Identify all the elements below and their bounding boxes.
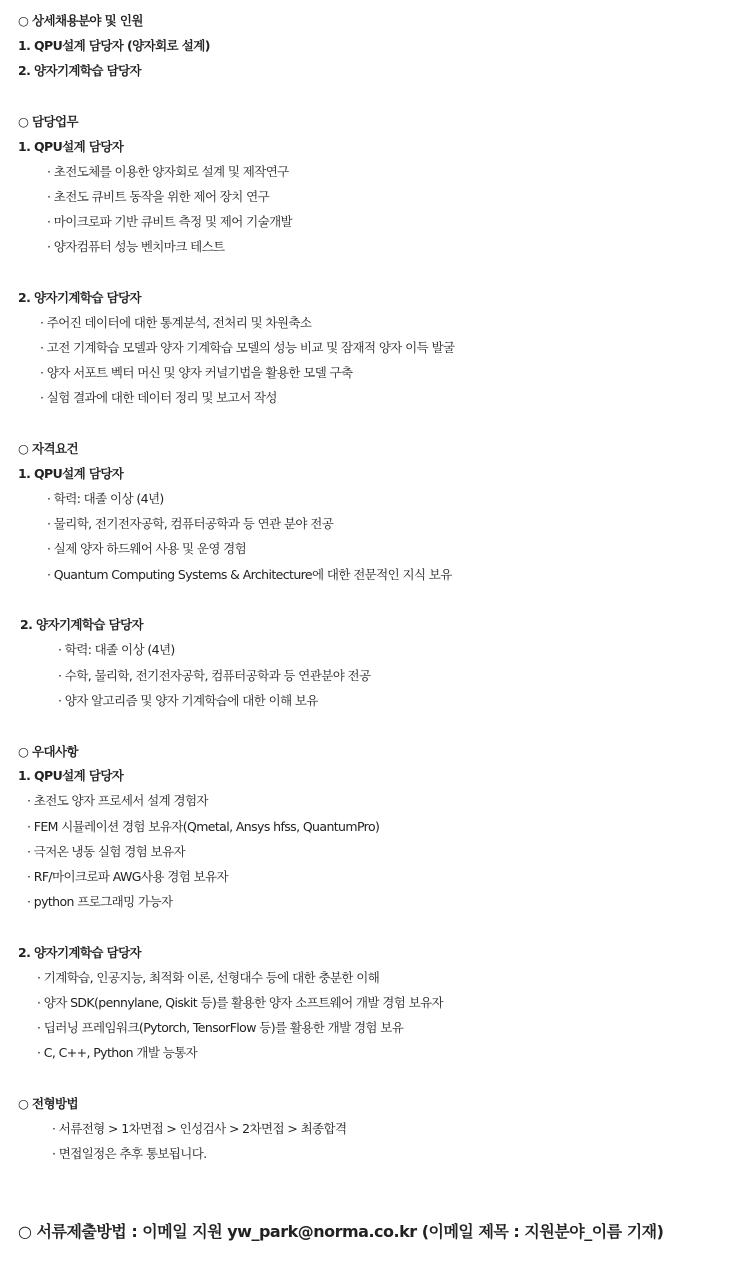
qualifications-heading: ○ 자격요건 [18,441,78,456]
list-item: · 수학, 물리학, 전기전자공학, 컴퓨터공학과 등 연관분야 전공 [58,668,371,683]
position-item-qpu: 1. QPU설계 담당자 (양자회로 설계) [18,38,210,53]
qualifications-qml-title: 2. 양자기계학습 담당자 [20,617,144,632]
positions-heading: ○ 상세채용분야 및 인원 [18,13,143,28]
list-item: · 양자 서포트 벡터 머신 및 양자 커널기법을 활용한 모델 구축 [40,365,353,380]
list-item: · 학력: 대졸 이상 (4년) [58,642,175,657]
duties-heading: ○ 담당업무 [18,114,78,129]
list-item: · python 프로그래밍 가능자 [27,894,173,909]
preferred-qpu-title: 1. QPU설계 담당자 [18,768,124,783]
list-item: · 극저온 냉동 실험 경험 보유자 [27,844,185,859]
list-item: · 면접일정은 추후 통보됩니다. [52,1146,207,1161]
list-item: · FEM 시뮬레이션 경험 보유자(Qmetal, Ansys hfss, QuantumPro) [27,819,380,834]
list-item: · 물리학, 전기전자공학, 컴퓨터공학과 등 연관 분야 전공 [47,516,334,531]
list-item: · 양자 SDK(pennylane, Qiskit 등)를 활용한 양자 소프트웨어 개발 경험 보유자 [37,995,444,1010]
submission-method: ○ 서류제출방법 : 이메일 지원 yw_park@norma.co.kr (이메일 제목 : 지원분야_이름 기재) [18,1222,664,1241]
list-item: · 서류전형 > 1차면접 > 인성검사 > 2차면접 > 최종합격 [52,1121,347,1136]
list-item: · 초전도체를 이용한 양자회로 설계 및 제작연구 [47,164,289,179]
list-item: · Quantum Computing Systems & Architecture에 대한 전문적인 지식 보유 [47,567,452,582]
list-item: · 주어진 데이터에 대한 통계분석, 전처리 및 차원축소 [40,315,312,330]
list-item: · C, C++, Python 개발 능통자 [37,1045,198,1060]
list-item: · 딥러닝 프레임워크(Pytorch, TensorFlow 등)를 활용한 개발 경험 보유 [37,1020,404,1035]
duties-qpu-title: 1. QPU설계 담당자 [18,139,124,154]
list-item: · 초전도 양자 프로세서 설계 경험자 [27,793,208,808]
list-item: · RF/마이크로파 AWG사용 경험 보유자 [27,869,228,884]
list-item: · 학력: 대졸 이상 (4년) [47,491,164,506]
preferred-qml-title: 2. 양자기계학습 담당자 [18,945,142,960]
preferred-heading: ○ 우대사항 [18,744,78,759]
process-heading: ○ 전형방법 [18,1096,78,1111]
list-item: · 기계학습, 인공지능, 최적화 이론, 선형대수 등에 대한 충분한 이해 [37,970,380,985]
list-item: · 마이크로파 기반 큐비트 측정 및 제어 기술개발 [47,214,293,229]
list-item: · 실제 양자 하드웨어 사용 및 운영 경험 [47,541,247,556]
duties-qml-title: 2. 양자기계학습 담당자 [18,290,142,305]
qualifications-qpu-title: 1. QPU설계 담당자 [18,466,124,481]
position-item-qml: 2. 양자기계학습 담당자 [18,63,142,78]
list-item: · 양자 알고리즘 및 양자 기계학습에 대한 이해 보유 [58,693,318,708]
list-item: · 실험 결과에 대한 데이터 정리 및 보고서 작성 [40,390,277,405]
list-item: · 양자컴퓨터 성능 벤치마크 테스트 [47,239,225,254]
list-item: · 고전 기계학습 모델과 양자 기계학습 모델의 성능 비교 및 잠재적 양자 이득 발굴 [40,340,455,355]
list-item: · 초전도 큐비트 동작을 위한 제어 장치 연구 [47,189,270,204]
